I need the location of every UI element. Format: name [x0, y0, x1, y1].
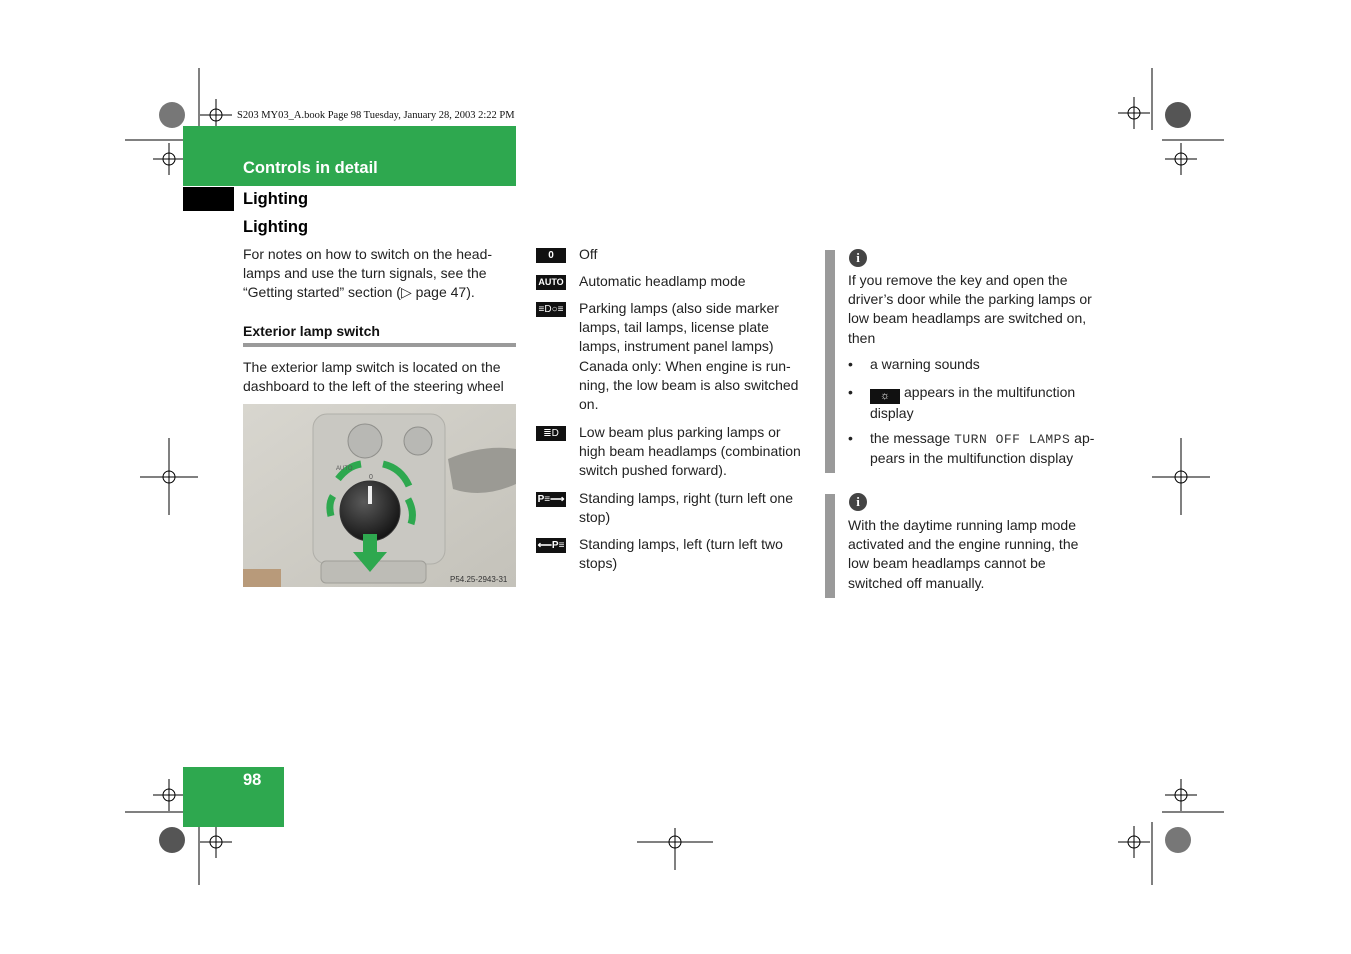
info-icon: i	[849, 493, 867, 511]
svg-text:AUTO: AUTO	[336, 466, 353, 472]
auto-symbol: AUTO	[536, 275, 566, 290]
note-bullet: ☼ appears in the multifunction display	[870, 384, 1076, 421]
chapter-title: Controls in detail	[243, 159, 378, 177]
section-title: Lighting	[243, 190, 309, 208]
info-icon: i	[849, 249, 867, 267]
page-heading: Lighting	[243, 218, 309, 236]
note-text: With the daytime running lamp mode activated and the engine running, the low beam headlamps cannot be switched off manually.	[848, 517, 1079, 591]
lamp-warning-icon: ☼	[870, 389, 900, 404]
standing-lamps-right-icon: P≡⟶	[537, 494, 565, 505]
exterior-lamp-heading: Exterior lamp switch	[243, 323, 516, 347]
section-tab-marker	[183, 187, 234, 211]
auto-label: Automatic headlamp mode	[579, 273, 746, 289]
off-label: Off	[579, 246, 598, 262]
off-symbol: 0	[536, 248, 566, 263]
lamp-switch-photo	[243, 404, 516, 587]
note-bullet: the message TURN OFF LAMPS ap-pears in the multifunction display	[870, 430, 1095, 467]
page-number-box	[183, 767, 284, 827]
intro-text: For notes on how to switch on the head-lamps and use the turn signals, see the “Getting started” section (▷ page 47).	[243, 246, 493, 301]
photo-caption: P54.25-2943-31	[450, 575, 508, 584]
display-message: TURN OFF LAMPS	[954, 432, 1071, 447]
parking-lamps-icon: ≡D○≡	[536, 302, 566, 317]
standing-lamps-left-icon: ⟵P≡	[537, 540, 565, 551]
print-meta: S203 MY03_A.book Page 98 Tuesday, January 28, 2003 2:22 PM	[237, 110, 515, 121]
parking-lamps-label: Parking lamps (also side marker lamps, tail lamps, license plate lamps, instrument panel lamps) Canada only: When engine is run-ning, the low beam is also switched on.	[579, 300, 799, 413]
note-bar	[825, 494, 835, 598]
bullet-dot: •	[848, 430, 853, 446]
svg-text:0: 0	[369, 474, 373, 481]
exterior-lamp-text: The exterior lamp switch is located on the dashboard to the left of the steering wheel	[243, 359, 504, 395]
page-number: 98	[243, 771, 262, 789]
standing-lamps-left-label: Standing lamps, left (turn left two stops)	[579, 536, 783, 572]
note-text: If you remove the key and open the driver’s door while the parking lamps or low beam headlamps are switched on, then	[848, 272, 1092, 346]
low-beam-label: Low beam plus parking lamps or high beam headlamps (combination switch pushed forward).	[579, 424, 801, 479]
bullet-dot: •	[848, 356, 853, 372]
note-bar	[825, 250, 835, 473]
standing-lamps-right-label: Standing lamps, right (turn left one stop)	[579, 490, 794, 526]
note-bullet: a warning sounds	[870, 356, 980, 372]
bullet-dot: •	[848, 384, 853, 400]
low-beam-icon: ≣D	[536, 426, 566, 441]
